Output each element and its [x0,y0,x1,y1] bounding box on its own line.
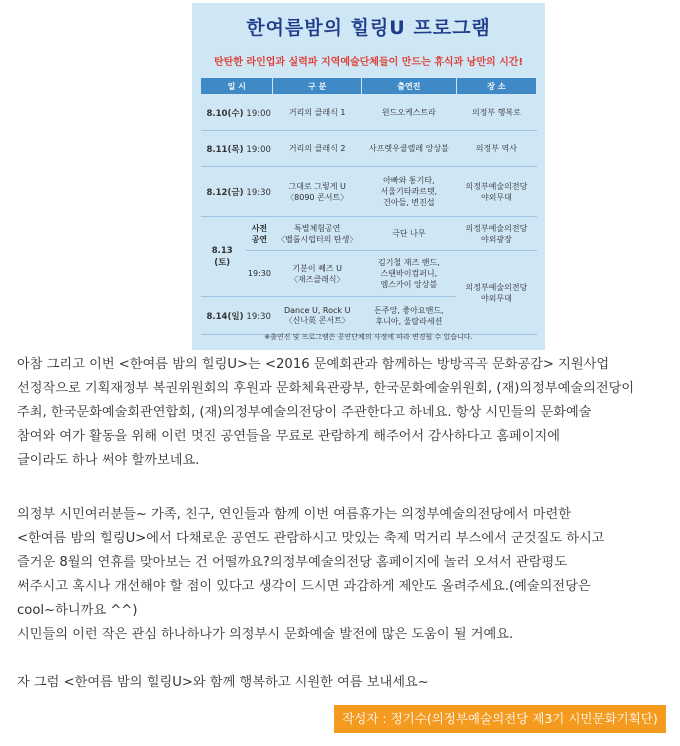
subsection-cell: 19:30 [246,251,273,297]
venue-cell [456,217,536,251]
date-text: 8.13 [211,245,233,256]
poster-subtitle: 탄탄한 라인업과 실력파 지역예술단체들이 만드는 휴식과 낭만의 시간! [213,57,524,68]
table-row [201,95,537,131]
date-cell [201,95,273,131]
table-row [201,167,537,217]
category-line: 〈벨룹시럽터의 탄생〉 [277,234,358,244]
date-day: (토) [214,257,231,268]
text-line: 써주시고 혹시나 개선해야 할 점이 있다고 생각이 드시면 과감하게 제안도 올려주세요.(예술의전당은 [17,579,591,594]
table-row [201,131,537,167]
performer-line: 돈주앙, 좋아요밴드, [374,305,444,315]
category-line: 기분이 째즈 U [292,263,342,273]
category-line: 〈8090 콘서트〉 [286,192,349,202]
date-cell [201,297,273,335]
category-cell [273,297,362,335]
category-line: 특별체험공연 [294,223,341,233]
time-text: 19:30 [246,187,271,198]
time-text: 19:30 [246,311,271,322]
article-paragraph-1 [17,353,667,473]
date-text: 8.12(금) [206,187,244,198]
text-line: 시민들의 이런 작은 관심 하나하나가 의정부시 문화예술 발전에 많은 도움이 될 거예요. [17,627,514,642]
performers-cell: 극단 나무 [361,217,456,251]
performers-cell [361,167,456,217]
performer-line: 건아들, 변진섭 [383,198,435,207]
program-poster-image [192,3,545,350]
header-performers: 출연진 [361,78,456,95]
date-cell [201,131,273,167]
header-category: 구 분 [273,78,362,95]
author-badge: 작성자 : 정기수(의정부예술의전당 제3기 시민문화기획단) [334,705,666,733]
venue-line: 의정부예술의전당 [465,223,528,233]
performers-cell: 윈드오케스트라 [361,95,456,131]
text-line: 주최, 한국문화예술회관연합회, (재)의정부예술의전당이 주관한다고 하네요. 항상 시민들의 문화예술 [17,405,592,420]
performer-line: 스탠바이컴퍼니, [380,269,438,278]
table-row [201,217,537,251]
performer-line: 김기철 재즈 밴드, [378,258,440,267]
venue-cell [456,251,536,335]
category-cell [273,251,362,297]
performers-cell [361,251,456,297]
text-line: 참여와 여가 활동을 위해 이런 멋진 공연들을 무료로 관람하게 해주어서 감사하다고 홈페이지에 [17,429,560,444]
text-line: 자 그럼 <한여름 밤의 힐링U>와 함께 행복하고 시원한 여름 보내세요~ [17,675,429,690]
date-cell [201,167,273,217]
text-line: <한여름 밤의 힐링U>에서 다채로운 공연도 관람하시고 맛있는 축제 먹거리 부스에서 군것질도 하시고 [17,531,605,546]
table-header-row [201,78,537,95]
performer-line: 엠스카이 앙상블 [380,280,438,289]
date-text: 8.11(목) [206,144,244,155]
category-cell: 거리의 클래식 1 [273,95,362,131]
performer-line: 후니아, 울랄라세션 [375,316,443,326]
text-line: 글이라도 하나 써야 할까보네요. [17,453,200,468]
table-row [201,251,537,297]
performers-cell [361,297,456,335]
text-line: 즐거운 8월의 연휴를 맞아보는 건 어떨까요?의정부예술의전당 홈페이지에 놀러 오셔서 관람평도 [17,555,567,570]
category-cell [273,167,362,217]
venue-cell: 의정부 역사 [456,131,536,167]
category-line: 〈신나英 콘서트〉 [284,315,350,325]
time-text: 19:00 [246,108,271,119]
text-line: 선정작으로 기획재정부 복권위원회의 후원과 문화체육관광부, 한국문화예술위원회, (재)의정부예술의전당이 [17,381,635,396]
date-cell [201,217,246,297]
venue-line: 야외무대 [480,192,512,202]
article-paragraph-2 [17,503,667,647]
category-line: 〈재즈클래식〉 [289,274,345,284]
performer-line: 아빠와 통기타, [383,176,435,185]
date-text: 8.10(수) [206,108,244,119]
venue-line: 의정부예술의전당 [465,181,528,191]
header-venue: 장 소 [456,78,536,95]
venue-cell [456,167,536,217]
venue-line: 야외무대 [480,293,512,303]
text-line: cool~하니까요 ^^) [17,603,138,618]
text-line: 의정부 시민여러분들~ 가족, 친구, 연인들과 함께 이번 여름휴가는 의정부예술의전당에서 마련한 [17,507,571,522]
text-line: 아참 그리고 이번 <한여름 밤의 힐링U>는 <2016 문예회관과 함께하는 방방곡곡 문화공감> 지원사업 [17,357,610,372]
date-text: 8.14(일) [206,311,244,322]
venue-line: 야외광장 [480,234,512,244]
program-table [200,77,537,335]
venue-cell: 의정부 행복로 [456,95,536,131]
performer-line: 서울기타콰르텟, [380,187,438,196]
poster-note: ※출연진 및 프로그램은 공연단체의 사정에 따라 변경될 수 있습니다. [264,333,473,341]
category-line: Dance U, Rock U [283,305,351,315]
category-line: 그대로 그렇게 U [288,181,346,191]
header-datetime: 일 시 [201,78,273,95]
category-cell [273,217,362,251]
venue-line: 의정부예술의전당 [465,282,528,292]
performers-cell: 사프렛우쿨렐레 앙상블 [361,131,456,167]
subsection-cell: 사전 공연 [246,217,273,251]
poster-title: 한여름밤의 힐링U 프로그램 [246,17,491,39]
time-text: 19:00 [246,144,271,155]
category-cell: 거리의 클래식 2 [273,131,362,167]
article-paragraph-3 [17,671,667,695]
